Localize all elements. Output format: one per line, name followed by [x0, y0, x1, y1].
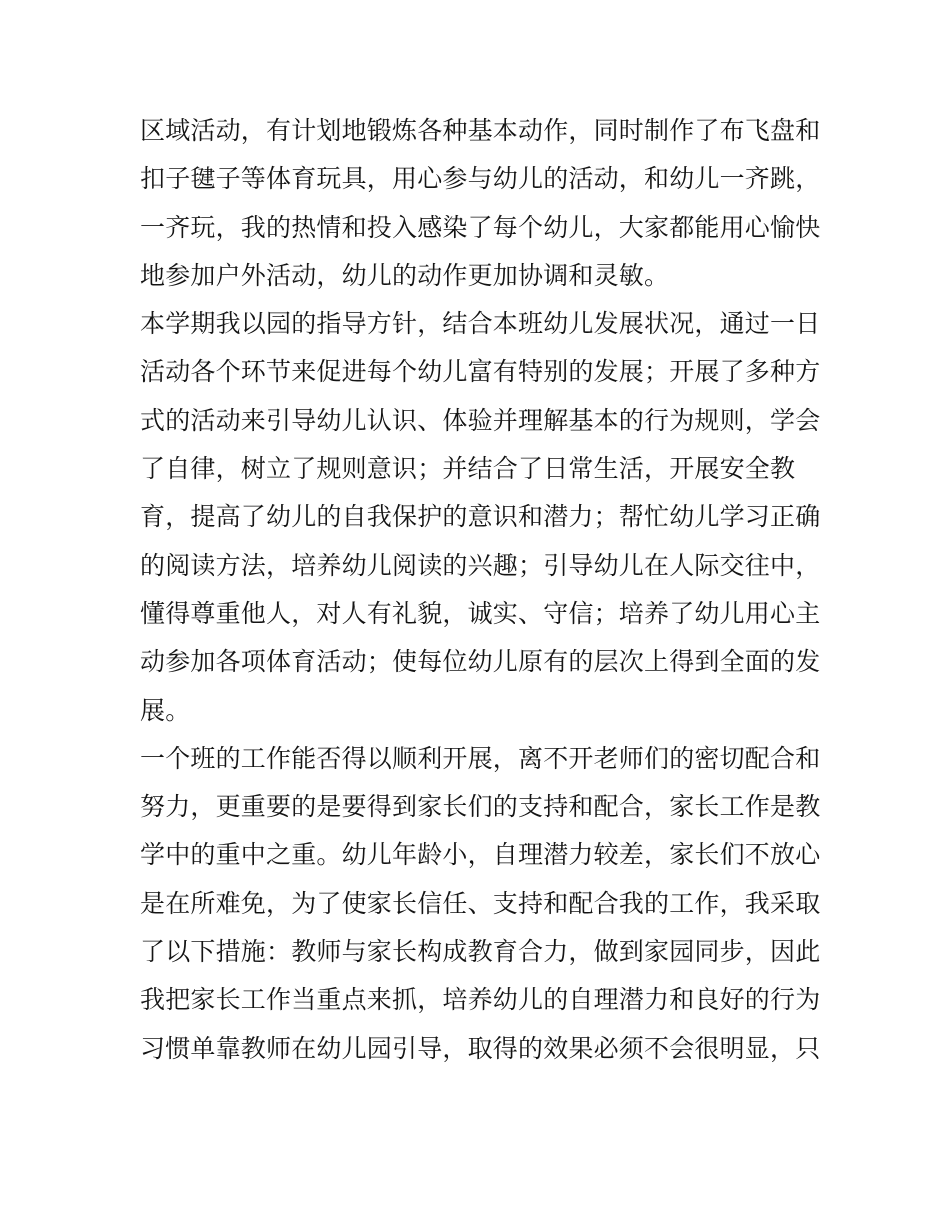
text-line: 我把家长工作当重点来抓，培养幼儿的自理潜力和良好的行为	[140, 985, 821, 1015]
text-line: 努力，更重要的是要得到家长们的支持和配合，家长工作是教	[140, 792, 821, 822]
body-text	[140, 107, 820, 1073]
text-line: 本学期我以园的指导方针，结合本班幼儿发展状况，通过一日	[140, 309, 821, 339]
text-line: 学中的重中之重。幼儿年龄小，自理潜力较差，家长们不放心	[140, 840, 821, 870]
text-line: 的阅读方法，培养幼儿阅读的兴趣；引导幼儿在人际交往中，	[140, 550, 821, 580]
text-line: 动参加各项体育活动；使每位幼儿原有的层次上得到全面的发	[140, 647, 821, 677]
text-line: 习惯单靠教师在幼儿园引导，取得的效果必须不会很明显，只	[140, 1033, 821, 1063]
text-line: 育，提高了幼儿的自我保护的意识和潜力；帮忙幼儿学习正确	[140, 502, 821, 532]
text-line: 区域活动，有计划地锻炼各种基本动作，同时制作了布飞盘和	[140, 116, 821, 145]
text-line: 了以下措施：教师与家长构成教育合力，做到家园同步，因此	[140, 937, 821, 967]
text-line: 了自律，树立了规则意识；并结合了日常生活，开展安全教	[140, 454, 796, 484]
text-line: 式的活动来引导幼儿认识、体验并理解基本的行为规则，学会	[140, 405, 821, 435]
text-line: 懂得尊重他人，对人有礼貌，诚实、守信；培养了幼儿用心主	[140, 598, 821, 628]
text-line: 展。	[140, 695, 191, 725]
text-line: 一齐玩，我的热情和投入感染了每个幼儿，大家都能用心愉快	[140, 212, 821, 242]
text-line: 一个班的工作能否得以顺利开展，离不开老师们的密切配合和	[140, 743, 821, 773]
text-line: 扣子毽子等体育玩具，用心参与幼儿的活动，和幼儿一齐跳，	[140, 164, 821, 194]
text-line: 地参加户外活动，幼儿的动作更加协调和灵敏。	[140, 260, 670, 290]
text-line: 活动各个环节来促进每个幼儿富有特别的发展；开展了多种方	[140, 357, 821, 387]
text-line: 是在所难免，为了使家长信任、支持和配合我的工作，我采取	[140, 888, 821, 918]
